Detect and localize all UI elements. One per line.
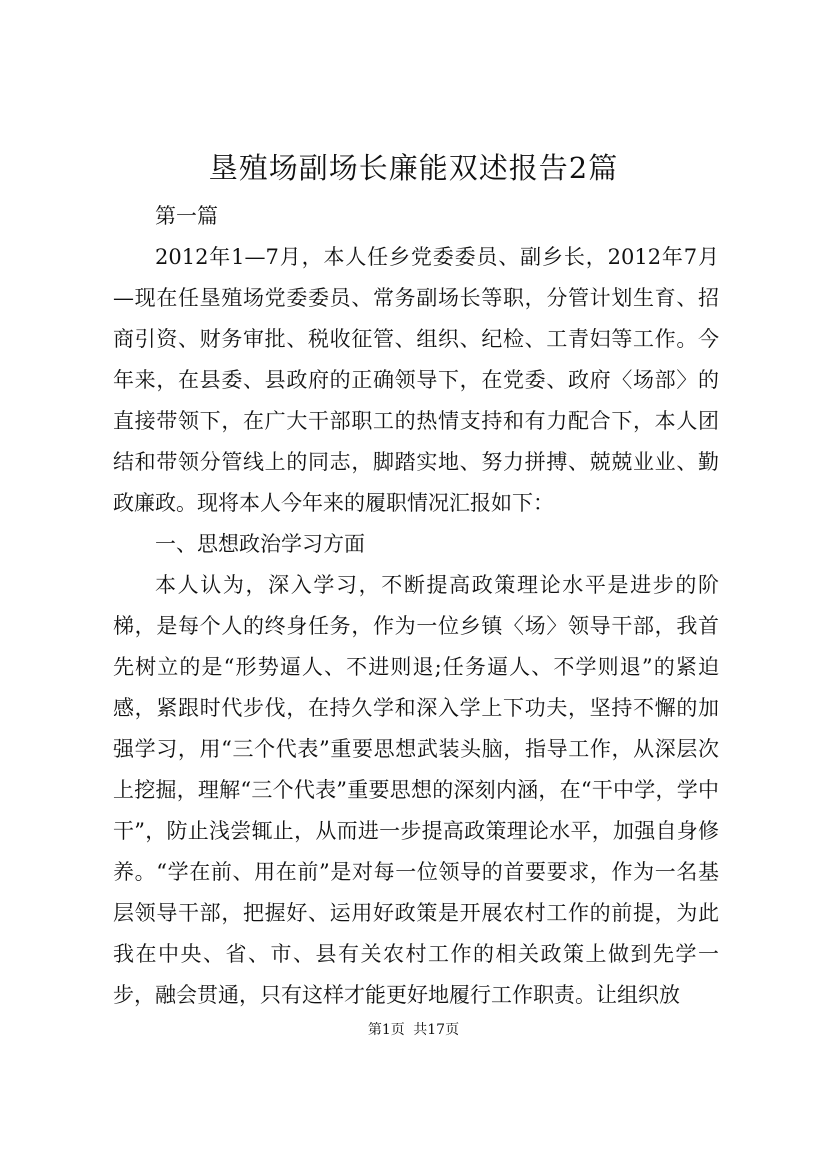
page-total: 共17页 <box>413 1022 460 1038</box>
document-title: 垦殖场副场长廉能双述报告2篇 <box>208 151 619 185</box>
document-body <box>113 196 719 1016</box>
body-paragraph: 本人认为，深入学习，不断提高政策理论水平是进步的阶梯，是每个人的终身任务，作为一位乡镇〈场〉领导干部，我首先树立的是“形势逼人、不进则退;任务逼人、不学则退”的紧迫感，紧跟时代步伐，在持久学和深入学上下功夫，坚持不懈的加强学习，用“三个代表”重要思想武装头脑，指导工作，从深层次上挖掘，理解“三个代表”重要思想的深刻内涵，在“干中学，学中干”，防止浅尝辄止，从而进一步提高政策理论水平，加强自身修养。“学在前、用在前”是对每一位领导的首要要求，作为一名基层领导干部，把握好、运用好政策是开展农村工作的前提，为此我在中央、省、市、县有关农村工作的相关政策上做到先学一步，融会贯通，只有这样才能更好地履行工作职责。让组织放 <box>113 573 719 1007</box>
page-footer <box>0 1020 827 1040</box>
section-heading: 一、思想政治学习方面 <box>155 532 365 556</box>
body-paragraph: 2012年1—7月，本人任乡党委委员、副乡长，2012年7月—现在任垦殖场党委委员、常务副场长等职，分管计划生育、招商引资、财务审批、税收征管、组织、纪检、工青妇等工作。今年来，在县委、县政府的正确领导下，在党委、政府〈场部〉的直接带领下，在广大干部职工的热情支持和有力配合下，本人团结和带领分管线上的同志，脚踏实地、努力拼搏、兢兢业业、勤政廉政。现将本人今年来的履职情况汇报如下： <box>113 245 719 515</box>
section-heading: 第一篇 <box>155 204 218 228</box>
page-number: 第1页 <box>367 1022 405 1038</box>
